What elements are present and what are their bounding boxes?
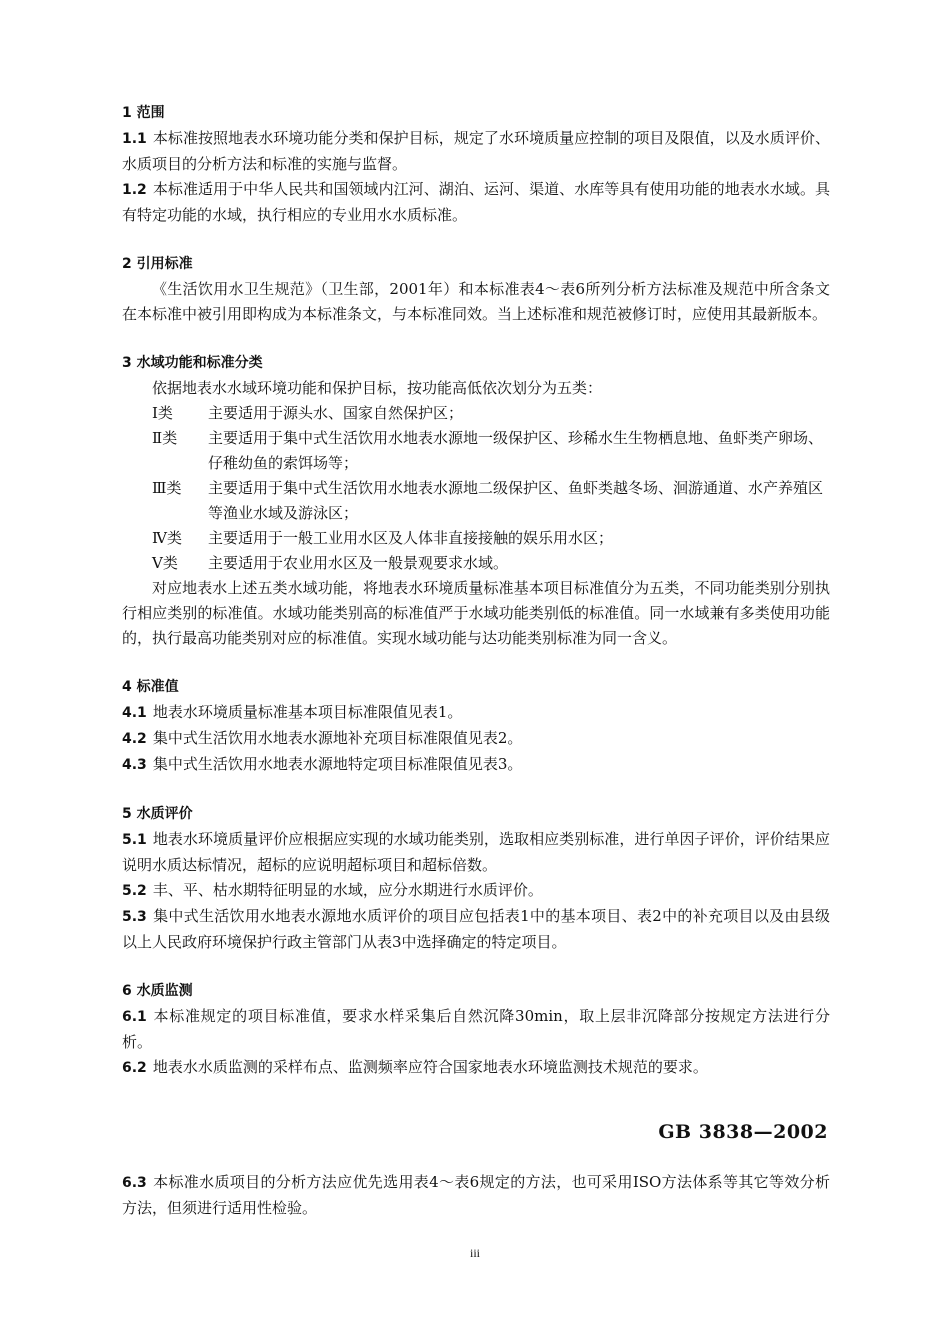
section-water-quality-monitoring — [122, 979, 830, 1081]
paragraph-4-2: 4.2 集中式生活饮用水地表水源地补充项目标准限值见表2。 — [122, 729, 523, 747]
section-standard-values — [122, 675, 830, 778]
paragraph-6-1: 6.1 本标准规定的项目标准值，要求水样采集后自然沉降30min，取上层非沉降部分按规定方法进行分析。 — [122, 1007, 830, 1051]
paragraph-5-3: 5.3 集中式生活饮用水地表水源地水质评价的项目应包括表1中的基本项目、表2中的补充项目以及由县级以上人民政府环境保护行政主管部门从表3中选择确定的特定项目。 — [122, 907, 830, 951]
paragraph-1-1: 1.1 本标准按照地表水环境功能分类和保护目标，规定了水环境质量应控制的项目及限值，以及水质评价、水质项目的分析方法和标准的实施与监督。 — [122, 129, 830, 173]
section-heading: 3 水域功能和标准分类 — [122, 355, 263, 371]
class-item-3: Ⅲ类 主要适用于集中式生活饮用水地表水源地二级保护区、鱼虾类越冬场、洄游通道、水产养殖区等渔业水域及游泳区； — [152, 479, 824, 522]
class-item-4: Ⅳ类 主要适用于一般工业用水区及人体非直接接触的娱乐用水区； — [152, 529, 614, 547]
paragraph-5-2: 5.2 丰、平、枯水期特征明显的水域，应分水期进行水质评价。 — [122, 881, 543, 899]
class-item-5: Ⅴ类 主要适用于农业用水区及一般景观要求水域。 — [152, 554, 509, 572]
paragraph-2: 《生活饮用水卫生规范》（卫生部，2001年）和本标准表4～表6所列分析方法标准及规范中所含条文在本标准中被引用即构成为本标准条文，与本标准同效。当上述标准和规范被修订时，应使用其最新版本。 — [122, 280, 830, 323]
section-heading: 5 水质评价 — [122, 806, 193, 822]
classification-intro: 依据地表水水域环境功能和保护目标，按功能高低依次划分为五类： — [152, 379, 603, 397]
document-body — [122, 101, 830, 1081]
section-water-quality-assessment — [122, 802, 830, 955]
paragraph-6-3: 6.3 本标准水质项目的分析方法应优先选用表4～表6规定的方法，也可采用ISO方法体系等其它等效分析方法，但须进行适用性检验。 — [122, 1173, 830, 1217]
document-body-continued — [122, 1170, 830, 1221]
section-heading: 4 标准值 — [122, 679, 179, 695]
paragraph-1-2: 1.2 本标准适用于中华人民共和国领域内江河、湖泊、运河、渠道、水库等具有使用功能的地表水水域。具有特定功能的水域，执行相应的专业用水水质标准。 — [122, 180, 830, 224]
section-classification — [122, 351, 830, 651]
section-references — [122, 252, 830, 327]
classification-closing: 对应地表水上述五类水域功能，将地表水环境质量标准基本项目标准值分为五类，不同功能类别分别执行相应类别的标准值。水域功能类别高的标准值严于水域功能类别低的标准值。同一水域兼有多类使用功能的，执行最高功能类别对应的标准值。实现水域功能与达功能类别标准为同一含义。 — [122, 579, 830, 647]
section-scope — [122, 101, 830, 228]
paragraph-6-2: 6.2 地表水水质监测的采样布点、监测频率应符合国家地表水环境监测技术规范的要求。 — [122, 1058, 708, 1076]
class-item-1: Ⅰ类 主要适用于源头水、国家自然保护区； — [152, 404, 464, 422]
paragraph-4-3: 4.3 集中式生活饮用水地表水源地特定项目标准限值见表3。 — [122, 755, 523, 773]
paragraph-4-1: 4.1 地表水环境质量标准基本项目标准限值见表1。 — [122, 703, 463, 721]
section-heading: 1 范围 — [122, 105, 165, 121]
section-heading: 2 引用标准 — [122, 256, 193, 272]
section-heading: 6 水质监测 — [122, 983, 193, 999]
standard-number: GB 3838—2002 — [658, 1121, 828, 1143]
class-item-2: Ⅱ类 主要适用于集中式生活饮用水地表水源地一级保护区、珍稀水生生物栖息地、鱼虾类产卵场、仔稚幼鱼的索饵场等； — [152, 429, 824, 472]
paragraph-5-1: 5.1 地表水环境质量评价应根据应实现的水域功能类别，选取相应类别标准，进行单因子评价，评价结果应说明水质达标情况，超标的应说明超标项目和超标倍数。 — [122, 830, 830, 874]
page-number: iii — [469, 1246, 480, 1260]
